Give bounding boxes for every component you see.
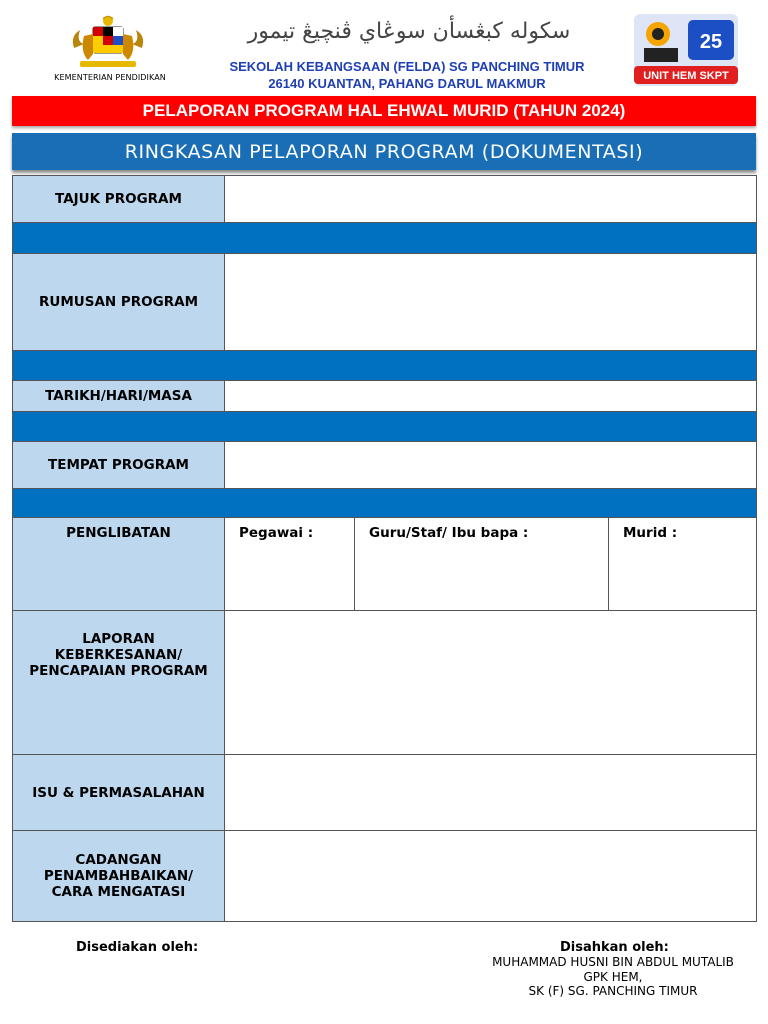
label-tajuk-program: TAJUK PROGRAM (13, 176, 225, 222)
section-divider (13, 350, 756, 380)
unit-hem-logo-icon (632, 12, 740, 88)
approver-school: SK (F) SG. PANCHING TIMUR (528, 984, 698, 998)
field-tempat-program[interactable] (225, 441, 756, 488)
row-cadangan (13, 831, 756, 921)
label-tarikh-hari-masa: TARIKH/HARI/MASA (13, 380, 225, 411)
field-pegawai[interactable]: Pegawai : (239, 525, 314, 541)
row-divider (13, 380, 756, 381)
school-address-line2: 26140 KUANTAN, PAHANG DARUL MAKMUR (268, 76, 546, 91)
section-divider (13, 411, 756, 441)
row-isu (13, 755, 756, 830)
school-name-line1: SEKOLAH KEBANGSAAN (FELDA) SG PANCHING TIMUR (229, 59, 585, 74)
field-penglibatan (225, 517, 756, 610)
ministry-crest-icon (66, 14, 150, 72)
approved-by-label: Disahkan oleh: (560, 940, 669, 955)
unit-logo-text: UNIT HEM SKPT (643, 70, 729, 82)
document-header (0, 0, 768, 96)
row-tajuk (13, 176, 756, 222)
row-tarikh (13, 380, 756, 411)
field-tarikh-hari-masa[interactable] (225, 380, 756, 411)
ministry-name: KEMENTERIAN PENDIDIKAN (54, 73, 166, 82)
label-rumusan-program: RUMUSAN PROGRAM (13, 253, 225, 350)
field-tajuk-program[interactable] (225, 176, 756, 222)
row-divider (13, 222, 756, 223)
label-cadangan-penambahbaikan: CADANGAN PENAMBAHBAIKAN/ CARA MENGATASI (13, 831, 225, 921)
row-rumusan (13, 253, 756, 350)
label-penglibatan: PENGLIBATAN (13, 517, 225, 610)
section-divider (13, 488, 756, 517)
field-isu-permasalahan[interactable] (225, 755, 756, 830)
unit-logo-number: 25 (699, 31, 723, 53)
label-laporan-keberkesanan: LAPORAN KEBERKESANAN/ PENCAPAIAN PROGRAM (13, 611, 225, 754)
approver-name: MUHAMMAD HUSNI BIN ABDUL MUTALIB (492, 955, 734, 969)
row-divider (13, 441, 756, 442)
field-rumusan-program[interactable] (225, 253, 756, 350)
field-laporan-keberkesanan[interactable] (225, 611, 756, 754)
approver-post: GPK HEM, (583, 969, 643, 984)
report-form (12, 175, 757, 922)
row-divider (13, 350, 756, 351)
label-tempat-program: TEMPAT PROGRAM (13, 441, 225, 488)
section-divider (13, 222, 756, 253)
jawi-text: سکوله کبڠسأن سوڠاي ڤنچيڠ تيمور (247, 19, 571, 44)
field-murid[interactable]: Murid : (623, 525, 678, 541)
row-penglibatan (13, 517, 756, 610)
prepared-by-label: Disediakan oleh: (76, 940, 199, 955)
row-divider (13, 253, 756, 254)
field-guru-staf-ibu-bapa[interactable]: Guru/Staf/ Ibu bapa : (369, 525, 529, 541)
page-title: RINGKASAN PELAPORAN PROGRAM (DOKUMENTASI) (12, 133, 756, 170)
row-divider (13, 411, 756, 412)
row-divider (13, 488, 756, 489)
report-banner: PELAPORAN PROGRAM HAL EHWAL MURID (TAHUN 2024) (12, 96, 756, 126)
row-divider (13, 517, 756, 518)
field-cadangan-penambahbaikan[interactable] (225, 831, 756, 921)
approver-block (470, 955, 756, 999)
school-name (222, 58, 592, 92)
row-laporan (13, 611, 756, 754)
jawi-school-name (244, 8, 574, 54)
label-isu-permasalahan: ISU & PERMASALAHAN (13, 755, 225, 830)
row-tempat (13, 441, 756, 488)
